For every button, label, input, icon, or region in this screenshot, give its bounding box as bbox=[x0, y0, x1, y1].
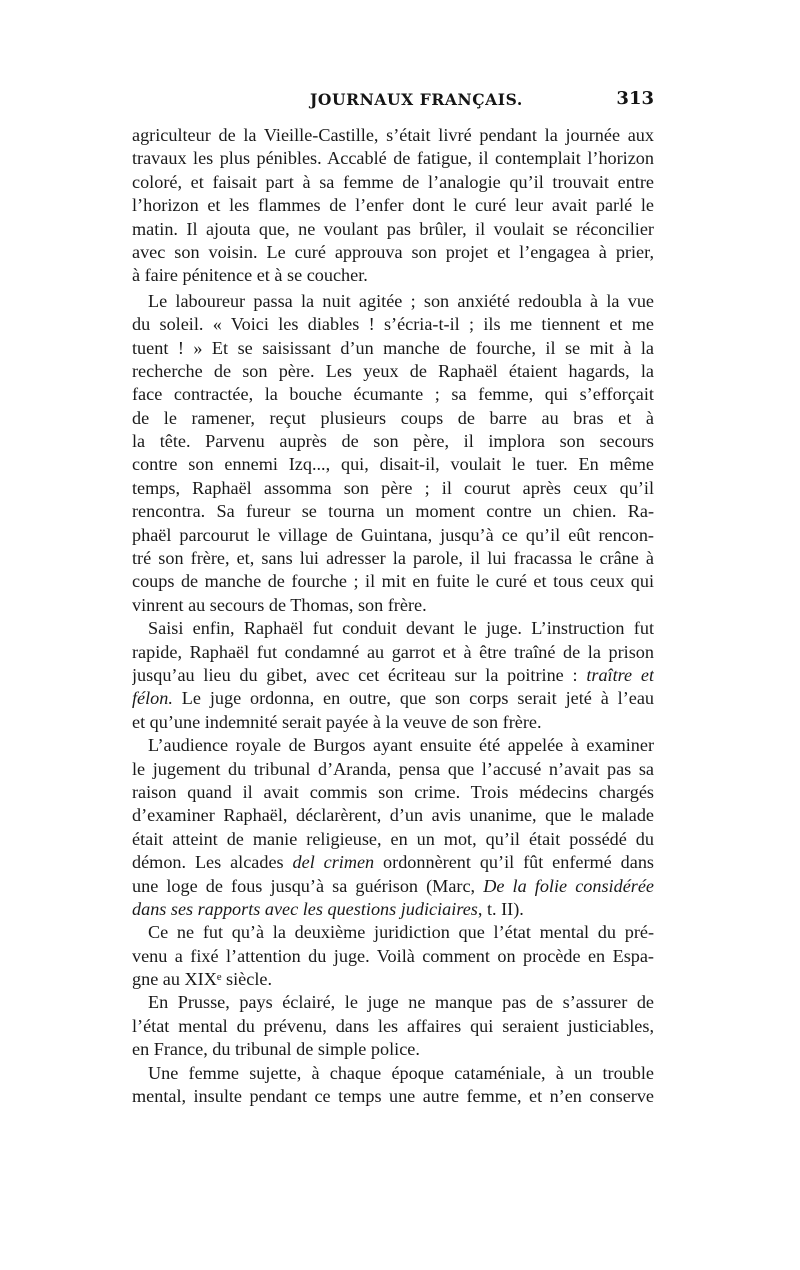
text-line bbox=[132, 851, 654, 874]
text-line: rencontra. Sa fureur se tourna un moment contre un chien. Ra- bbox=[132, 501, 654, 522]
text-line: en France, du tribunal de simple police. bbox=[132, 1039, 420, 1060]
text-line: rapide, Raphaël fut condamné au garrot et à être traîné de la prison bbox=[132, 641, 654, 662]
page-number: 313 bbox=[616, 88, 654, 109]
paragraph bbox=[132, 921, 654, 991]
text-segment: jusqu’au lieu du gibet, avec cet écriteau sur la poitrine : bbox=[132, 664, 578, 685]
text-line: Ce ne fut qu’à la deuxième juridiction que l’état mental du pré- bbox=[148, 922, 654, 943]
page-header bbox=[132, 88, 654, 116]
text-segment: démon. Les alcades bbox=[132, 852, 284, 873]
italic-text: traître et bbox=[586, 664, 654, 685]
text-line: L’audience royale de Burgos ayant ensuite été appelée à examiner bbox=[148, 735, 654, 756]
text-line: recherche de son père. Les yeux de Raphaël étaient hagards, la bbox=[132, 360, 654, 381]
paragraph bbox=[132, 290, 654, 617]
paragraph bbox=[132, 734, 654, 921]
paragraph bbox=[132, 617, 654, 734]
text-line: et qu’une indemnité serait payée à la veuve de son frère. bbox=[132, 711, 542, 732]
text-segment: ordonnèrent qu’il fût enfermé dans bbox=[374, 852, 654, 873]
text-line: matin. Il ajouta que, ne voulant pas brûler, il voulait se réconcilier bbox=[132, 218, 654, 239]
text-line: gne au XIXᵉ siècle. bbox=[132, 969, 273, 990]
running-head: JOURNAUX FRANÇAIS. bbox=[310, 90, 523, 109]
text-line: mental, insulte pendant ce temps une autre femme, et n’en conserve bbox=[132, 1086, 654, 1107]
text-segment: , t. II). bbox=[477, 898, 524, 919]
text-line: Le laboureur passa la nuit agitée ; son anxiété redoubla à la vue bbox=[148, 290, 654, 311]
text-line: l’état mental du prévenu, dans les affaires qui seraient justiciables, bbox=[132, 1015, 654, 1036]
text-line: face contractée, la bouche écumante ; sa femme, qui s’efforçait bbox=[132, 384, 654, 405]
page-body bbox=[132, 124, 654, 1108]
text-line: d’examiner Raphaël, déclarèrent, d’un avis unanime, que le malade bbox=[132, 805, 654, 826]
text-line: avec son voisin. Le curé approuva son projet et l’engagea à prier, bbox=[132, 241, 654, 262]
italic-text: De la folie considérée bbox=[483, 875, 654, 896]
text-segment: Le juge ordonna, en outre, que son corps serait jeté à l’eau bbox=[172, 688, 654, 709]
text-line: était atteint de manie religieuse, en un mot, qu’il était possédé du bbox=[132, 828, 654, 849]
text-line: du soleil. « Voici les diables ! s’écria-t-il ; ils me tiennent et me bbox=[132, 314, 654, 335]
text-line: coloré, et faisait part à sa femme de l’analogie qu’il trouvait entre bbox=[132, 171, 654, 192]
text-line: Saisi enfin, Raphaël fut conduit devant le juge. L’instruction fut bbox=[148, 618, 654, 639]
text-line: le jugement du tribunal d’Aranda, pensa que l’accusé n’avait pas sa bbox=[132, 758, 654, 779]
italic-text: félon. bbox=[132, 688, 173, 709]
text-line: agriculteur de la Vieille-Castille, s’était livré pendant la journée aux bbox=[132, 125, 654, 145]
text-line: phaël parcourut le village de Guintana, jusqu’à ce qu’il eût rencon- bbox=[132, 524, 654, 545]
text-line: l’horizon et les flammes de l’enfer dont le curé leur avait parlé le bbox=[132, 195, 654, 216]
text-line: la tête. Parvenu auprès de son père, il implora son secours bbox=[132, 431, 654, 452]
text-line bbox=[132, 898, 654, 921]
italic-text: del crimen bbox=[292, 852, 375, 873]
text-line: raison quand il avait commis son crime. Trois médecins chargés bbox=[132, 781, 654, 802]
text-line: temps, Raphaël assomma son père ; il courut après ceux qu’il bbox=[132, 477, 654, 498]
text-line: coups de manche de fourche ; il mit en fuite le curé et tous ceux qui bbox=[132, 571, 654, 592]
text-line bbox=[132, 875, 654, 898]
text-line: à faire pénitence et à se coucher. bbox=[132, 265, 368, 286]
italic-text: dans ses rapports avec les questions judiciaires bbox=[132, 898, 478, 919]
text-line: tré son frère, et, sans lui adresser la parole, il lui fracassa le crâne à bbox=[132, 548, 654, 569]
text-line: Une femme sujette, à chaque époque cataméniale, à un trouble bbox=[148, 1062, 654, 1083]
text-line: de le ramener, reçut plusieurs coups de barre au bras et à bbox=[132, 407, 654, 428]
paragraph bbox=[132, 1062, 654, 1109]
text-line bbox=[132, 687, 654, 710]
paragraph bbox=[132, 991, 654, 1061]
text-line bbox=[132, 664, 654, 687]
text-line: travaux les plus pénibles. Accablé de fatigue, il contemplait l’horizon bbox=[132, 148, 654, 169]
text-line: vinrent au secours de Thomas, son frère. bbox=[132, 594, 427, 615]
text-line: contre son ennemi Izq..., qui, disait-il, voulait le tuer. En même bbox=[132, 454, 654, 475]
text-line: venu a fixé l’attention du juge. Voilà comment on procède en Espa- bbox=[132, 945, 654, 966]
text-line: En Prusse, pays éclairé, le juge ne manque pas de s’assurer de bbox=[148, 992, 654, 1013]
text-line: tuent ! » Et se saisissant d’un manche de fourche, il se mit à la bbox=[132, 337, 654, 358]
paragraph bbox=[132, 124, 654, 288]
text-segment: une loge de fous jusqu’à sa guérison (Marc, bbox=[132, 875, 476, 896]
